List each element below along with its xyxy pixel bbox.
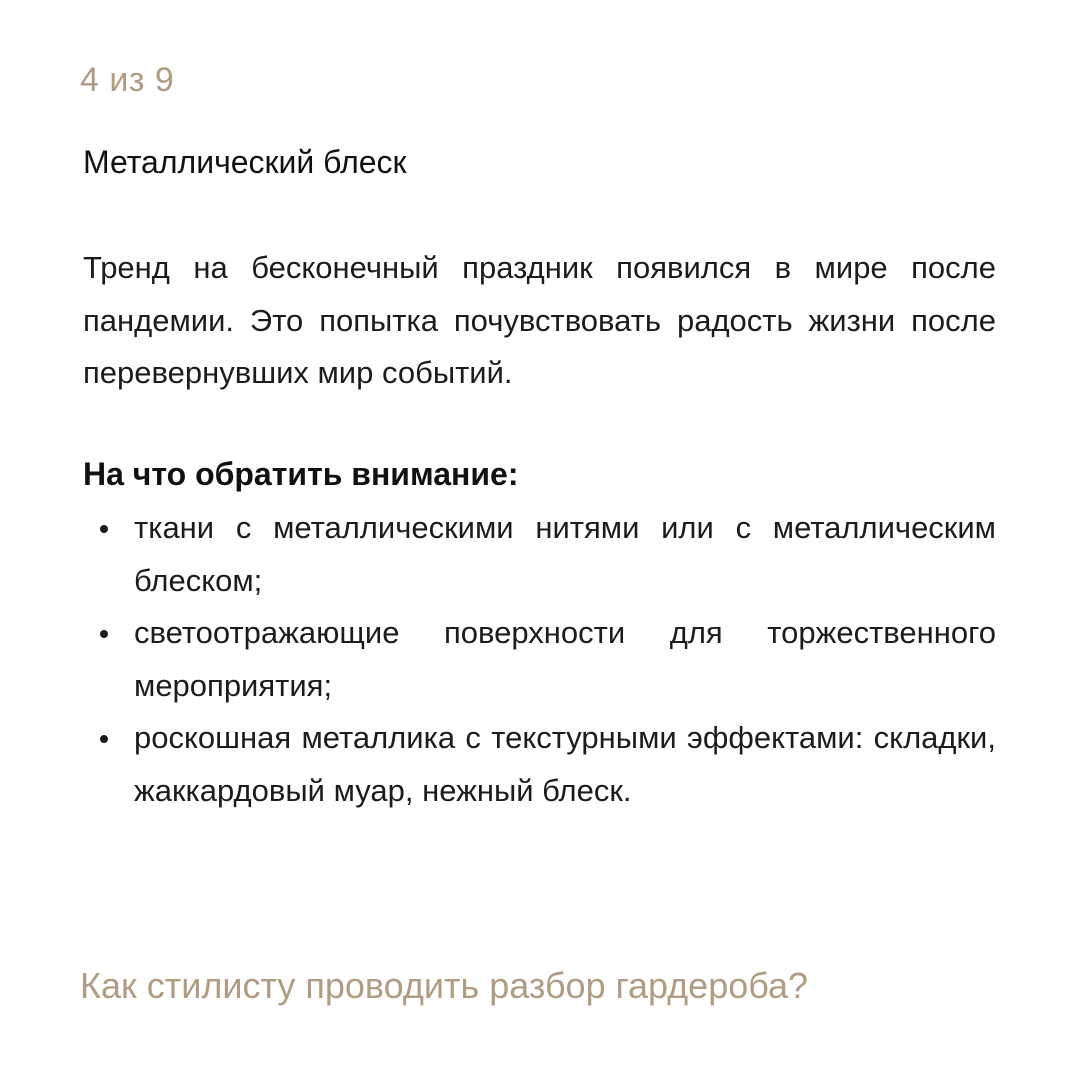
bullet-item [83, 607, 996, 712]
bullet-text: ткани с металлическими нитями или с металлическим блеском; [134, 510, 996, 598]
bullet-item [83, 502, 996, 607]
slide-counter: 4 из 9 [80, 61, 175, 99]
slide-title: Металлический блеск [83, 144, 407, 180]
bullet-dot-icon [100, 735, 108, 743]
bullet-dot-icon [100, 525, 108, 533]
bullet-list [83, 502, 996, 817]
footer-link[interactable]: Как стилисту проводить разбор гардероба? [80, 965, 809, 1006]
intro-paragraph: Тренд на бесконечный праздник появился в мире после пандемии. Это попытка почувствовать радость жизни после перевернувших мир событий. [83, 250, 996, 390]
bullet-dot-icon [100, 630, 108, 638]
bullet-text: роскошная металлика с текстурными эффектами: складки, жаккардовый муар, нежный блеск. [134, 720, 996, 808]
attention-heading: На что обратить внимание: [83, 456, 519, 492]
bullet-text: светоотражающие поверхности для торжественного мероприятия; [134, 615, 996, 703]
bullet-item [83, 712, 996, 817]
